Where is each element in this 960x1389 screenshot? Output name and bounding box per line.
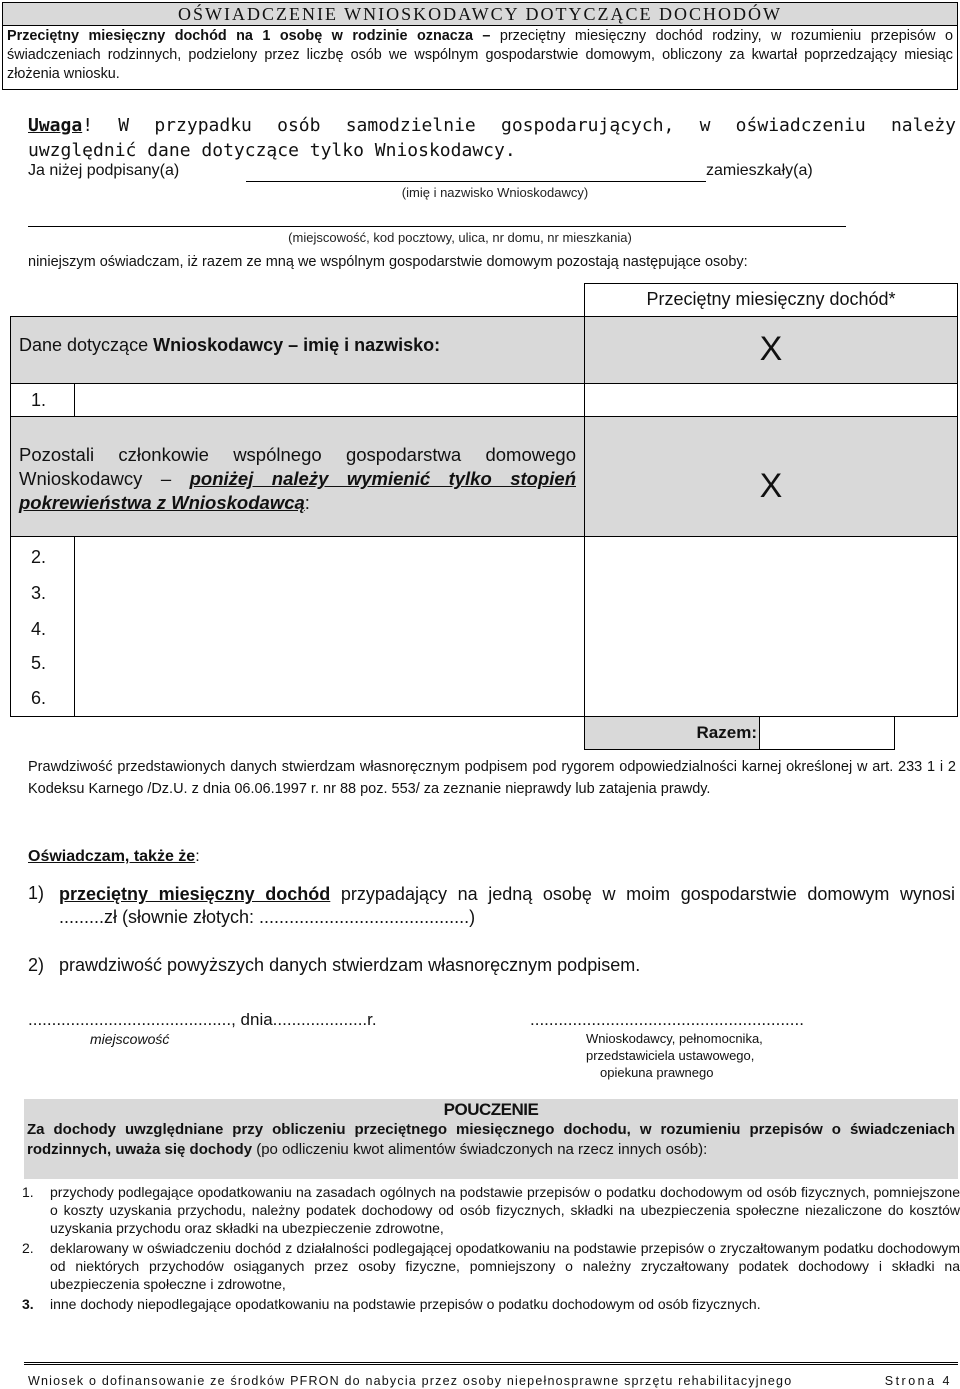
income-definition (7, 27, 953, 84)
item1-rest: przypadający na jedną osobę w moim gospodarstwie domowym wynosi .........zł (słownie złotych: ..........................................) (59, 884, 956, 927)
pouczenie-box (24, 1099, 958, 1179)
members-label-bold: poniżej należy wymienić tylko stopień pokrewieństwa z Wnioskodawcą (19, 468, 576, 513)
name-field-line[interactable] (246, 165, 706, 182)
applicant-name-cell[interactable] (74, 383, 585, 417)
signature-caption-3: opiekuna prawnego (600, 1065, 714, 1080)
definition-bold: Przeciętny miesięczny dochód na 1 osobę w rodzinie oznacza – (7, 28, 491, 44)
item2-text: prawdziwość powyższych danych stwierdzam własnoręcznym podpisem. (59, 955, 641, 975)
pouczenie-item-number: 1. (22, 1184, 34, 1200)
address-field-line[interactable] (28, 212, 846, 227)
definition-text: przeciętny miesięczny dochód rodziny, w rozumieniu przepisów o świadczeniach rodzinnych, podzielony przez liczbę osób we wspólnym gospodarstwie domowym, obliczony za kwartał poprzedzający miesiąc złożenia wniosku. (7, 28, 953, 82)
pouczenie-item-text: przychody podlegające opodatkowaniu na zasadach ogólnych na podstawie przepisów o podatku dochodowym od osób fizycznych, pomniejszone o koszty uzyskania przychodu, należny podatek dochodowy od osób fizycznych, składki na ubezpieczenia społeczne niezaliczone do kosztów uzyskania przychodu oraz składki na ubezpieczenie zdrowotne, (50, 1184, 960, 1236)
members-income-cell (584, 416, 958, 537)
address-caption: (miejscowość, kod pocztowy, ulica, nr domu, nr mieszkania) (288, 230, 632, 245)
declaration-zamieszkaly: zamieszkały(a) (706, 162, 813, 179)
applicant-label-plain: Dane dotyczące (19, 335, 154, 355)
applicant-label (19, 335, 440, 356)
row-number: 3. (31, 583, 47, 603)
page-number: Strona 4 (884, 1374, 952, 1388)
members-label-cell (10, 416, 585, 537)
oswiadczam-heading-text: Oświadczam, także że (28, 848, 196, 865)
applicant-label-bold: Wnioskodawcy – imię i nazwisko: (153, 335, 441, 355)
pouczenie-item (22, 1239, 960, 1295)
oswiadczam-heading-colon: : (195, 848, 200, 865)
razem-label: Razem: (696, 723, 757, 742)
place-caption: miejscowość (90, 1031, 170, 1047)
item2-number: 2) (28, 955, 45, 975)
members-label (19, 443, 576, 515)
header-box (2, 2, 958, 90)
row-number: 2. (31, 547, 47, 567)
pouczenie-item (22, 1295, 952, 1315)
members-label-colon: : (304, 492, 310, 513)
pouczenie-title: POUCZENIE (443, 1100, 539, 1119)
footer-rule (24, 1362, 958, 1365)
signature-caption-1: Wnioskodawcy, pełnomocnika, (586, 1031, 763, 1046)
signature-line[interactable]: .......................................................... (530, 1010, 804, 1029)
place-date-line[interactable]: ..........................................., dnia....................r. (28, 1010, 377, 1029)
signature-caption-2: przedstawiciela ustawowego, (586, 1048, 755, 1063)
row-number: 4. (31, 619, 47, 639)
declaration-ja: Ja niżej podpisany(a) (28, 162, 180, 179)
item1-number: 1) (28, 883, 45, 903)
member-names-cell[interactable] (74, 536, 585, 717)
row-number: 6. (31, 688, 47, 708)
pouczenie-item-text: inne dochody niepodlegające opodatkowaniu na podstawie przepisów o podatku dochodowym od osób fizycznych. (50, 1296, 761, 1312)
income-header-cell (584, 283, 958, 317)
member-income-cell[interactable] (584, 536, 958, 717)
applicant-income-cell (584, 316, 958, 384)
applicant-label-cell (10, 316, 585, 384)
page-title: OŚWIADCZENIE WNIOSKODAWCY DOTYCZĄCE DOCHODÓW (3, 3, 957, 26)
row-number: 1. (31, 390, 47, 410)
item1-text (59, 883, 955, 929)
pouczenie-item-text: deklarowany w oświadczeniu dochód z działalności podlegającej opodatkowaniu na podstawie przepisów o zryczałtowanym podatku dochodowym od niektórych przychodów osiąganych przez osoby fizyczne, pomniejszony o należny zryczałtowany podatek dochodowy i składki na ubezpieczenia społeczne i zdrowotne, (50, 1240, 960, 1292)
declaration-statement: niniejszym oświadczam, iż razem ze mną we wspólnym gospodarstwie domowym pozostają następujące osoby: (28, 254, 748, 270)
item1-bold: przeciętny miesięczny dochód (59, 884, 331, 904)
row-number-cell (10, 383, 75, 417)
pouczenie-item-number: 2. (22, 1240, 34, 1256)
name-caption: (imię i nazwisko Wnioskodawcy) (401, 185, 589, 200)
pouczenie-item-number: 3. (22, 1296, 34, 1312)
income-header: Przeciętny miesięczny dochód* (646, 289, 896, 309)
member-numbers-cell (10, 536, 75, 717)
footer-text: Wniosek o dofinansowanie ze środków PFRON do nabycia przez osoby niepełnosprawne sprzętu rehabilitacyjnego (28, 1374, 793, 1388)
x-mark: X (759, 330, 783, 368)
pouczenie-item (22, 1183, 960, 1239)
notice-uwaga: Uwaga (28, 115, 83, 136)
applicant-income-input[interactable] (584, 383, 958, 417)
row-number: 5. (31, 653, 47, 673)
pouczenie-intro-bold: Za dochody uwzględniane przy obliczeniu przeciętnego miesięcznego dochodu, w rozumieniu przepisów o świadczeniach rodzinnych, uważa się dochody (27, 1121, 955, 1158)
pouczenie-intro-rest: (po odliczeniu kwot alimentów świadczonych na rzecz innych osób): (252, 1141, 708, 1158)
members-label-plain: Pozostali członkowie wspólnego gospodarstwa domowego Wnioskodawcy – (19, 444, 576, 489)
x-mark: X (759, 467, 783, 505)
truth-statement: Prawdziwość przedstawionych danych stwierdzam własnoręcznym podpisem pod rygorem odpowiedzialności karnej określonej w art. 233 1 i 2 Kodeksu Karnego /Dz.U. z dnia 06.06.1997 r. nr 88 poz. 553/ za zeznanie nieprawdy lub zatajenia prawdy. (28, 759, 956, 797)
razem-label-cell (584, 716, 760, 750)
pouczenie-intro (27, 1120, 955, 1160)
notice-text: ! W przypadku osób samodzielnie gospodarujących, w oświadczeniu należy uwzględnić dane dotyczące tylko Wnioskodawcy. (28, 115, 956, 161)
notice (28, 113, 956, 163)
razem-value-input[interactable] (759, 716, 895, 750)
oswiadczam-heading (28, 848, 200, 866)
